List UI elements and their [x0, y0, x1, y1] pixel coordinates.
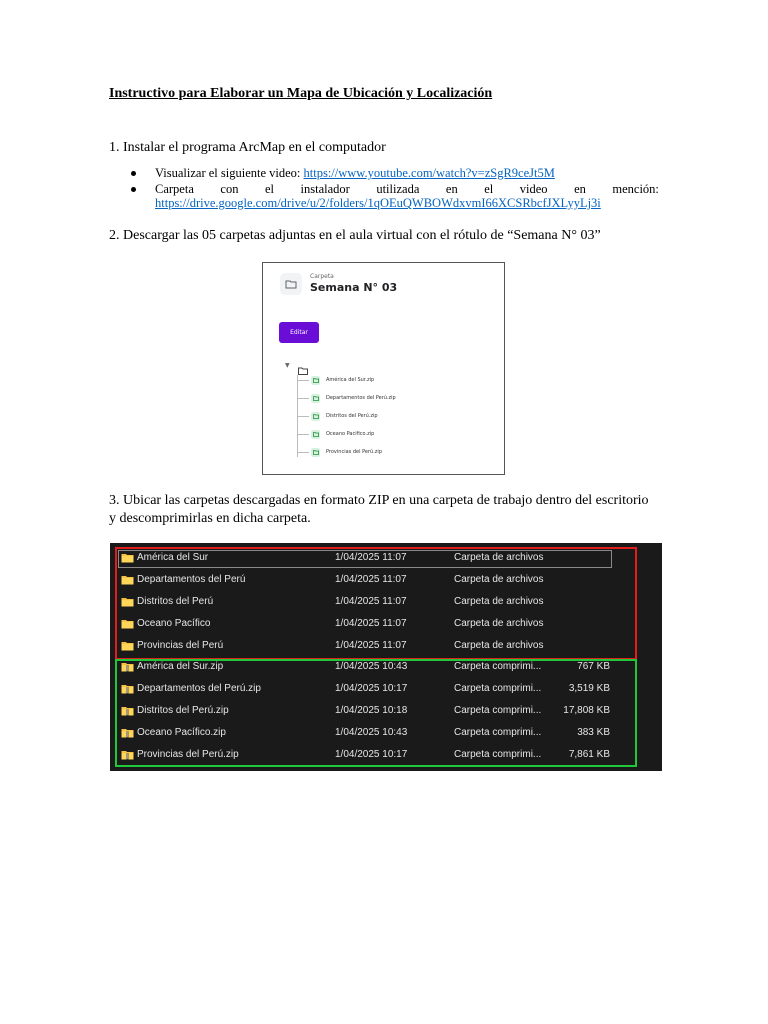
file-name: América del Sur.zip: [137, 661, 224, 672]
file-name: Distritos del Perú: [137, 596, 214, 607]
tree-branch: [297, 416, 309, 417]
file-type: Carpeta de archivos: [454, 552, 544, 563]
file-name: Departamentos del Perú.zip: [137, 683, 261, 694]
step-2-text: 2. Descargar las 05 carpetas adjuntas en el aula virtual con el rótulo de “Semana N° 03”: [109, 228, 601, 243]
bullet-dot-icon: [131, 171, 136, 176]
file-type: Carpeta de archivos: [454, 596, 544, 607]
step-1-text: 1. Instalar el programa ArcMap en el computador: [109, 140, 386, 155]
file-date: 1/04/2025 11:07: [335, 640, 407, 651]
zip-file-icon: [311, 448, 320, 457]
file-date: 1/04/2025 11:07: [335, 618, 407, 629]
bullet-installer-word: instalador: [300, 182, 350, 196]
classroom-file-name: Oceano Pacifico.zip: [326, 431, 375, 437]
chevron-down-icon[interactable]: ▼: [285, 362, 290, 369]
file-type: Carpeta de archivos: [454, 640, 544, 651]
file-size: 767 KB: [577, 661, 610, 672]
bullet-installer-word: el: [484, 182, 494, 196]
classroom-file-item[interactable]: [297, 428, 374, 440]
bullet-installer-text: [155, 182, 659, 196]
bullet-installer-word: en: [574, 182, 586, 196]
classroom-folder-screenshot: [262, 262, 505, 475]
folder-icon: [280, 273, 302, 295]
file-date: 1/04/2025 11:07: [335, 574, 407, 585]
editor-button[interactable]: Editar: [279, 322, 319, 343]
document-title: Instructivo para Elaborar un Mapa de Ubicación y Localización: [109, 86, 493, 101]
file-date: 1/04/2025 10:17: [335, 749, 408, 760]
file-date: 1/04/2025 10:43: [335, 727, 408, 738]
file-name: Oceano Pacífico.zip: [137, 727, 226, 738]
tree-branch: [297, 380, 309, 381]
file-name: Distritos del Perú.zip: [137, 705, 229, 716]
classroom-file-item[interactable]: [297, 446, 382, 458]
folder-label: Carpeta: [310, 273, 334, 280]
file-date: 1/04/2025 10:43: [335, 661, 408, 672]
bullet-installer-word: video: [519, 182, 548, 196]
file-size: 3,519 KB: [568, 683, 610, 694]
file-size: 17,808 KB: [563, 705, 610, 716]
file-date: 1/04/2025 11:07: [335, 552, 407, 563]
file-type: Carpeta comprimi...: [454, 727, 542, 738]
classroom-file-item[interactable]: [297, 392, 396, 404]
file-explorer-screenshot: [110, 543, 662, 771]
file-type: Carpeta comprimi...: [454, 661, 542, 672]
file-name: Provincias del Perú.zip: [137, 749, 239, 760]
file-size: 7,861 KB: [568, 749, 610, 760]
file-type: Carpeta comprimi...: [454, 749, 542, 760]
step-3-line-2: y descomprimirlas en dicha carpeta.: [109, 511, 311, 526]
file-date: 1/04/2025 10:17: [335, 683, 408, 694]
zip-file-icon: [311, 394, 320, 403]
bullet-installer-word: con: [220, 182, 239, 196]
tree-branch: [297, 434, 309, 435]
file-name: Provincias del Perú: [137, 640, 224, 651]
step-1-bullets: [109, 166, 659, 210]
file-size: 383 KB: [577, 727, 610, 738]
file-date: 1/04/2025 10:18: [335, 705, 408, 716]
zip-file-icon: [311, 430, 320, 439]
file-type: Carpeta de archivos: [454, 618, 544, 629]
bullet-installer-word: Carpeta: [155, 182, 194, 196]
folders-highlight-box: [115, 547, 637, 660]
bullet-video: [109, 166, 659, 180]
zip-file-icon: [311, 376, 320, 385]
tree-branch: [297, 398, 309, 399]
drive-link[interactable]: https://drive.google.com/drive/u/2/folders/1qOEuQWBOWdxvmI66XCSRbcfJXLyyLj3i: [155, 196, 601, 210]
file-name: América del Sur: [137, 552, 209, 563]
bullet-installer: [109, 182, 659, 210]
file-name: Departamentos del Perú: [137, 574, 246, 585]
bullet-installer-word: utilizada: [376, 182, 420, 196]
zips-highlight-box: [115, 659, 637, 767]
classroom-file-item[interactable]: [297, 410, 378, 422]
bullet-installer-word: en: [445, 182, 458, 196]
folder-title: Semana N° 03: [310, 281, 398, 294]
file-date: 1/04/2025 11:07: [335, 596, 407, 607]
bullet-installer-word: mención:: [612, 182, 659, 196]
file-type: Carpeta de archivos: [454, 574, 544, 585]
file-type: Carpeta comprimi...: [454, 683, 542, 694]
classroom-file-name: Departamentos del Perú.zip: [326, 395, 396, 401]
youtube-link[interactable]: https://www.youtube.com/watch?v=zSgR9ceJt5M: [303, 166, 555, 180]
bullet-dot-icon: [131, 187, 136, 192]
classroom-file-name: América del Sur.zip: [326, 377, 375, 383]
bullet-video-text: Visualizar el siguiente video:: [155, 166, 304, 180]
tree-branch: [297, 452, 309, 453]
bullet-installer-word: el: [264, 182, 274, 196]
step-3-line-1: 3. Ubicar las carpetas descargadas en formato ZIP en una carpeta de trabajo dentro del escritorio: [109, 493, 649, 508]
file-type: Carpeta comprimi...: [454, 705, 542, 716]
classroom-file-name: Distritos del Perú.zip: [326, 413, 378, 419]
file-name: Oceano Pacífico: [137, 618, 211, 629]
zip-file-icon: [311, 412, 320, 421]
classroom-file-name: Provincias del Perú.zip: [326, 449, 382, 455]
classroom-file-item[interactable]: [297, 374, 374, 386]
